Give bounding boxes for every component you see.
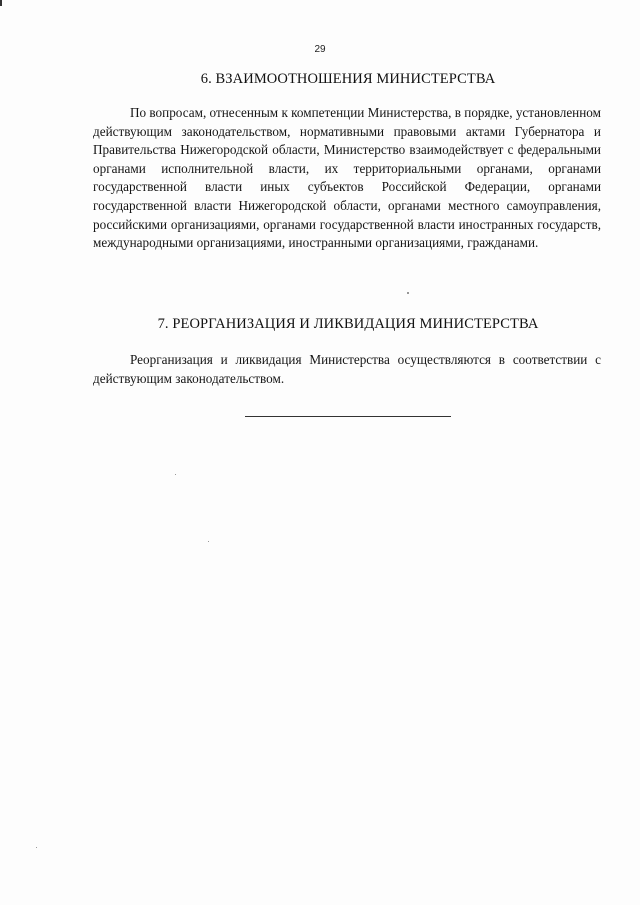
end-of-text-rule <box>245 416 451 417</box>
scan-speck <box>175 474 176 475</box>
scan-speck <box>36 847 37 848</box>
page-number: 29 <box>314 44 326 55</box>
scan-speck <box>407 292 409 294</box>
section-title-reorganization: 7. РЕОРГАНИЗАЦИЯ И ЛИКВИДАЦИЯ МИНИСТЕРСТВА <box>157 316 539 332</box>
section-paragraph-reorganization: Реорганизация и ликвидация Министерства осуществляются в соответствии с действующим законодательством. <box>93 352 601 386</box>
section-title-relations: 6. ВЗАИМООТНОШЕНИЯ МИНИСТЕРСТВА <box>200 71 496 87</box>
scan-speck <box>208 541 209 542</box>
scan-corner-mark <box>0 0 2 6</box>
section-paragraph-relations: По вопросам, отнесенным к компетенции Министерства, в порядке, установленном действующим законодательством, нормативными правовыми актами Губернатора и Правительства Нижегородской области, Министерство взаимодействует с федеральными органами исполнительной власти, их территориальными органами, органами государственной власти иных субъектов Российской Федерации, органами государственной власти Нижегородской области, органами местного самоуправления, российскими организациями, органами государственной власти иностранных государств, международными организациями, иностранными организациями, гражданами. <box>93 105 601 251</box>
